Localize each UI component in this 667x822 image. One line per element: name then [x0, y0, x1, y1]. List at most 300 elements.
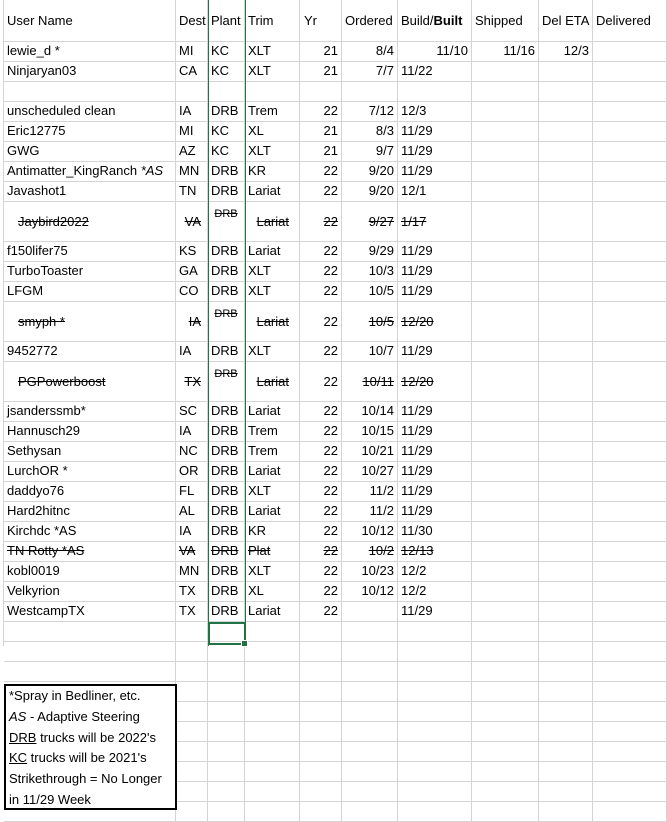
cell-plant[interactable]	[208, 102, 245, 122]
cell-delivered[interactable]	[593, 122, 667, 142]
empty-cell[interactable]	[300, 802, 342, 822]
cell-eta[interactable]	[539, 462, 593, 482]
active-cell-selection[interactable]	[208, 622, 246, 645]
cell-trim[interactable]	[245, 202, 300, 242]
cell-shipped[interactable]	[472, 142, 539, 162]
cell-delivered[interactable]	[593, 462, 667, 482]
cell-dest[interactable]	[176, 242, 208, 262]
cell-dest[interactable]	[176, 422, 208, 442]
cell-shipped[interactable]	[472, 82, 539, 102]
cell-yr[interactable]	[300, 582, 342, 602]
empty-cell[interactable]	[245, 722, 300, 742]
cell-yr[interactable]	[300, 242, 342, 262]
cell-eta[interactable]	[539, 142, 593, 162]
cell-plant[interactable]	[208, 262, 245, 282]
cell-user[interactable]	[4, 42, 176, 62]
empty-cell[interactable]	[300, 702, 342, 722]
empty-cell[interactable]	[342, 682, 398, 702]
cell-ordered[interactable]	[342, 522, 398, 542]
empty-cell[interactable]	[300, 662, 342, 682]
cell-eta[interactable]	[539, 102, 593, 122]
empty-cell[interactable]	[245, 762, 300, 782]
cell-built[interactable]	[398, 422, 472, 442]
cell-yr[interactable]	[300, 542, 342, 562]
empty-cell[interactable]	[539, 642, 593, 662]
empty-cell[interactable]	[300, 622, 342, 642]
cell-trim[interactable]	[245, 242, 300, 262]
cell-ordered[interactable]	[342, 282, 398, 302]
cell-ordered[interactable]	[342, 62, 398, 82]
empty-cell[interactable]	[245, 702, 300, 722]
cell-shipped[interactable]	[472, 202, 539, 242]
cell-delivered[interactable]	[593, 282, 667, 302]
cell-delivered[interactable]	[593, 82, 667, 102]
cell-built[interactable]	[398, 42, 472, 62]
cell-eta[interactable]	[539, 562, 593, 582]
cell-user[interactable]	[4, 282, 176, 302]
cell-plant[interactable]	[208, 62, 245, 82]
empty-cell[interactable]	[176, 662, 208, 682]
empty-cell[interactable]	[342, 802, 398, 822]
cell-dest[interactable]	[176, 462, 208, 482]
empty-cell[interactable]	[472, 682, 539, 702]
cell-delivered[interactable]	[593, 502, 667, 522]
empty-cell[interactable]	[539, 722, 593, 742]
cell-user[interactable]	[4, 422, 176, 442]
cell-user[interactable]	[4, 162, 176, 182]
empty-cell[interactable]	[472, 702, 539, 722]
cell-eta[interactable]	[539, 402, 593, 422]
empty-cell[interactable]	[208, 682, 245, 702]
empty-cell[interactable]	[342, 782, 398, 802]
cell-user[interactable]	[4, 342, 176, 362]
cell-dest[interactable]	[176, 542, 208, 562]
empty-cell[interactable]	[539, 762, 593, 782]
empty-cell[interactable]	[593, 662, 667, 682]
cell-yr[interactable]	[300, 442, 342, 462]
cell-trim[interactable]	[245, 482, 300, 502]
empty-cell[interactable]	[472, 802, 539, 822]
cell-trim[interactable]	[245, 302, 300, 342]
cell-plant[interactable]	[208, 542, 245, 562]
empty-cell[interactable]	[398, 722, 472, 742]
cell-delivered[interactable]	[593, 162, 667, 182]
cell-shipped[interactable]	[472, 462, 539, 482]
cell-dest[interactable]	[176, 62, 208, 82]
cell-built[interactable]	[398, 242, 472, 262]
empty-cell[interactable]	[176, 742, 208, 762]
empty-cell[interactable]	[472, 742, 539, 762]
cell-trim[interactable]	[245, 122, 300, 142]
cell-plant[interactable]	[208, 442, 245, 462]
cell-delivered[interactable]	[593, 542, 667, 562]
cell-shipped[interactable]	[472, 402, 539, 422]
empty-cell[interactable]	[245, 622, 300, 642]
cell-delivered[interactable]	[593, 262, 667, 282]
cell-ordered[interactable]	[342, 362, 398, 402]
cell-ordered[interactable]	[342, 342, 398, 362]
cell-trim[interactable]	[245, 142, 300, 162]
cell-yr[interactable]	[300, 562, 342, 582]
cell-plant[interactable]	[208, 202, 245, 242]
cell-built[interactable]	[398, 462, 472, 482]
cell-plant[interactable]	[208, 302, 245, 342]
empty-cell[interactable]	[342, 722, 398, 742]
cell-trim[interactable]	[245, 182, 300, 202]
cell-eta[interactable]	[539, 282, 593, 302]
cell-built[interactable]	[398, 482, 472, 502]
cell-yr[interactable]	[300, 42, 342, 62]
cell-delivered[interactable]	[593, 202, 667, 242]
cell-plant[interactable]	[208, 142, 245, 162]
cell-trim[interactable]	[245, 282, 300, 302]
cell-dest[interactable]	[176, 362, 208, 402]
empty-cell[interactable]	[398, 782, 472, 802]
cell-user[interactable]	[4, 542, 176, 562]
cell-delivered[interactable]	[593, 142, 667, 162]
cell-eta[interactable]	[539, 422, 593, 442]
empty-cell[interactable]	[398, 742, 472, 762]
cell-delivered[interactable]	[593, 182, 667, 202]
cell-user[interactable]	[4, 582, 176, 602]
cell-dest[interactable]	[176, 522, 208, 542]
cell-shipped[interactable]	[472, 522, 539, 542]
cell-trim[interactable]	[245, 542, 300, 562]
cell-yr[interactable]	[300, 162, 342, 182]
cell-ordered[interactable]	[342, 502, 398, 522]
cell-trim[interactable]	[245, 342, 300, 362]
cell-delivered[interactable]	[593, 342, 667, 362]
empty-cell[interactable]	[176, 622, 208, 642]
empty-cell[interactable]	[539, 622, 593, 642]
empty-cell[interactable]	[472, 622, 539, 642]
cell-shipped[interactable]	[472, 562, 539, 582]
cell-dest[interactable]	[176, 582, 208, 602]
empty-cell[interactable]	[208, 762, 245, 782]
cell-ordered[interactable]	[342, 402, 398, 422]
cell-dest[interactable]	[176, 282, 208, 302]
cell-plant[interactable]	[208, 422, 245, 442]
cell-user[interactable]	[4, 482, 176, 502]
cell-built[interactable]	[398, 262, 472, 282]
cell-plant[interactable]	[208, 402, 245, 422]
cell-built[interactable]	[398, 582, 472, 602]
cell-eta[interactable]	[539, 122, 593, 142]
cell-trim[interactable]	[245, 502, 300, 522]
empty-cell[interactable]	[342, 762, 398, 782]
cell-ordered[interactable]	[342, 82, 398, 102]
cell-plant[interactable]	[208, 122, 245, 142]
cell-yr[interactable]	[300, 62, 342, 82]
cell-eta[interactable]	[539, 442, 593, 462]
cell-trim[interactable]	[245, 102, 300, 122]
cell-ordered[interactable]	[342, 162, 398, 182]
cell-yr[interactable]	[300, 142, 342, 162]
cell-ordered[interactable]	[342, 122, 398, 142]
cell-yr[interactable]	[300, 102, 342, 122]
cell-built[interactable]	[398, 542, 472, 562]
header-ordered[interactable]	[342, 0, 398, 42]
cell-trim[interactable]	[245, 522, 300, 542]
empty-cell[interactable]	[398, 682, 472, 702]
empty-cell[interactable]	[398, 642, 472, 662]
cell-built[interactable]	[398, 82, 472, 102]
cell-plant[interactable]	[208, 582, 245, 602]
cell-eta[interactable]	[539, 302, 593, 342]
cell-plant[interactable]	[208, 362, 245, 402]
cell-plant[interactable]	[208, 522, 245, 542]
empty-cell[interactable]	[342, 622, 398, 642]
cell-shipped[interactable]	[472, 542, 539, 562]
cell-dest[interactable]	[176, 202, 208, 242]
cell-eta[interactable]	[539, 62, 593, 82]
cell-trim[interactable]	[245, 602, 300, 622]
cell-plant[interactable]	[208, 282, 245, 302]
cell-yr[interactable]	[300, 182, 342, 202]
cell-user[interactable]	[4, 362, 176, 402]
cell-trim[interactable]	[245, 442, 300, 462]
cell-built[interactable]	[398, 442, 472, 462]
cell-built[interactable]	[398, 202, 472, 242]
cell-user[interactable]	[4, 442, 176, 462]
cell-built[interactable]	[398, 402, 472, 422]
header-delivered[interactable]	[593, 0, 667, 42]
cell-ordered[interactable]	[342, 422, 398, 442]
empty-cell[interactable]	[593, 762, 667, 782]
empty-cell[interactable]	[398, 702, 472, 722]
cell-trim[interactable]	[245, 362, 300, 402]
cell-ordered[interactable]	[342, 442, 398, 462]
empty-cell[interactable]	[593, 742, 667, 762]
cell-ordered[interactable]	[342, 242, 398, 262]
cell-yr[interactable]	[300, 422, 342, 442]
cell-eta[interactable]	[539, 522, 593, 542]
cell-yr[interactable]	[300, 462, 342, 482]
empty-cell[interactable]	[342, 742, 398, 762]
empty-cell[interactable]	[472, 762, 539, 782]
cell-shipped[interactable]	[472, 182, 539, 202]
cell-built[interactable]	[398, 182, 472, 202]
header-yr[interactable]	[300, 0, 342, 42]
empty-cell[interactable]	[593, 642, 667, 662]
cell-built[interactable]	[398, 62, 472, 82]
cell-built[interactable]	[398, 522, 472, 542]
cell-eta[interactable]	[539, 242, 593, 262]
cell-yr[interactable]	[300, 302, 342, 342]
cell-dest[interactable]	[176, 162, 208, 182]
empty-cell[interactable]	[342, 642, 398, 662]
cell-user[interactable]	[4, 102, 176, 122]
empty-cell[interactable]	[593, 782, 667, 802]
cell-user[interactable]	[4, 562, 176, 582]
empty-cell[interactable]	[208, 662, 245, 682]
cell-trim[interactable]	[245, 562, 300, 582]
empty-cell[interactable]	[4, 642, 176, 662]
empty-cell[interactable]	[208, 782, 245, 802]
cell-dest[interactable]	[176, 402, 208, 422]
cell-yr[interactable]	[300, 122, 342, 142]
empty-cell[interactable]	[245, 742, 300, 762]
cell-user[interactable]	[4, 202, 176, 242]
cell-dest[interactable]	[176, 302, 208, 342]
cell-user[interactable]	[4, 142, 176, 162]
cell-user[interactable]	[4, 402, 176, 422]
cell-yr[interactable]	[300, 282, 342, 302]
cell-built[interactable]	[398, 362, 472, 402]
cell-trim[interactable]	[245, 162, 300, 182]
cell-shipped[interactable]	[472, 342, 539, 362]
cell-user[interactable]	[4, 502, 176, 522]
empty-cell[interactable]	[208, 642, 245, 662]
cell-shipped[interactable]	[472, 42, 539, 62]
empty-cell[interactable]	[176, 702, 208, 722]
cell-yr[interactable]	[300, 82, 342, 102]
cell-delivered[interactable]	[593, 302, 667, 342]
empty-cell[interactable]	[208, 702, 245, 722]
cell-eta[interactable]	[539, 42, 593, 62]
cell-built[interactable]	[398, 562, 472, 582]
cell-dest[interactable]	[176, 562, 208, 582]
empty-cell[interactable]	[245, 682, 300, 702]
empty-cell[interactable]	[4, 622, 176, 642]
cell-delivered[interactable]	[593, 402, 667, 422]
cell-user[interactable]	[4, 242, 176, 262]
cell-ordered[interactable]	[342, 582, 398, 602]
cell-eta[interactable]	[539, 362, 593, 402]
cell-plant[interactable]	[208, 342, 245, 362]
cell-eta[interactable]	[539, 482, 593, 502]
cell-dest[interactable]	[176, 442, 208, 462]
cell-shipped[interactable]	[472, 442, 539, 462]
cell-shipped[interactable]	[472, 122, 539, 142]
empty-cell[interactable]	[539, 662, 593, 682]
cell-ordered[interactable]	[342, 562, 398, 582]
cell-eta[interactable]	[539, 162, 593, 182]
cell-shipped[interactable]	[472, 62, 539, 82]
cell-plant[interactable]	[208, 242, 245, 262]
cell-ordered[interactable]	[342, 262, 398, 282]
empty-cell[interactable]	[245, 802, 300, 822]
cell-built[interactable]	[398, 162, 472, 182]
cell-shipped[interactable]	[472, 162, 539, 182]
cell-ordered[interactable]	[342, 182, 398, 202]
cell-yr[interactable]	[300, 342, 342, 362]
empty-cell[interactable]	[176, 762, 208, 782]
cell-delivered[interactable]	[593, 582, 667, 602]
cell-eta[interactable]	[539, 262, 593, 282]
cell-delivered[interactable]	[593, 242, 667, 262]
cell-eta[interactable]	[539, 602, 593, 622]
empty-cell[interactable]	[593, 622, 667, 642]
empty-cell[interactable]	[300, 682, 342, 702]
cell-trim[interactable]	[245, 402, 300, 422]
cell-built[interactable]	[398, 282, 472, 302]
cell-ordered[interactable]	[342, 42, 398, 62]
cell-shipped[interactable]	[472, 602, 539, 622]
cell-plant[interactable]	[208, 502, 245, 522]
cell-eta[interactable]	[539, 342, 593, 362]
empty-cell[interactable]	[593, 722, 667, 742]
empty-cell[interactable]	[472, 722, 539, 742]
cell-trim[interactable]	[245, 422, 300, 442]
cell-shipped[interactable]	[472, 422, 539, 442]
cell-ordered[interactable]	[342, 202, 398, 242]
cell-plant[interactable]	[208, 42, 245, 62]
cell-shipped[interactable]	[472, 502, 539, 522]
cell-yr[interactable]	[300, 202, 342, 242]
empty-cell[interactable]	[342, 702, 398, 722]
header-built[interactable]	[398, 0, 472, 42]
cell-built[interactable]	[398, 342, 472, 362]
cell-shipped[interactable]	[472, 482, 539, 502]
cell-dest[interactable]	[176, 482, 208, 502]
cell-user[interactable]	[4, 122, 176, 142]
cell-delivered[interactable]	[593, 362, 667, 402]
cell-yr[interactable]	[300, 602, 342, 622]
cell-trim[interactable]	[245, 82, 300, 102]
cell-dest[interactable]	[176, 142, 208, 162]
cell-delivered[interactable]	[593, 442, 667, 462]
cell-ordered[interactable]	[342, 302, 398, 342]
cell-shipped[interactable]	[472, 362, 539, 402]
cell-eta[interactable]	[539, 182, 593, 202]
cell-user[interactable]	[4, 462, 176, 482]
cell-trim[interactable]	[245, 42, 300, 62]
cell-user[interactable]	[4, 302, 176, 342]
cell-dest[interactable]	[176, 182, 208, 202]
header-trim[interactable]	[245, 0, 300, 42]
cell-ordered[interactable]	[342, 542, 398, 562]
cell-ordered[interactable]	[342, 142, 398, 162]
cell-shipped[interactable]	[472, 262, 539, 282]
empty-cell[interactable]	[539, 682, 593, 702]
header-user[interactable]	[4, 0, 176, 42]
header-eta[interactable]	[539, 0, 593, 42]
cell-plant[interactable]	[208, 82, 245, 102]
empty-cell[interactable]	[472, 642, 539, 662]
cell-trim[interactable]	[245, 262, 300, 282]
cell-shipped[interactable]	[472, 282, 539, 302]
cell-dest[interactable]	[176, 502, 208, 522]
cell-dest[interactable]	[176, 102, 208, 122]
empty-cell[interactable]	[245, 642, 300, 662]
empty-cell[interactable]	[300, 762, 342, 782]
empty-cell[interactable]	[176, 722, 208, 742]
cell-dest[interactable]	[176, 42, 208, 62]
cell-built[interactable]	[398, 602, 472, 622]
cell-plant[interactable]	[208, 602, 245, 622]
cell-shipped[interactable]	[472, 102, 539, 122]
cell-dest[interactable]	[176, 262, 208, 282]
empty-cell[interactable]	[539, 802, 593, 822]
empty-cell[interactable]	[176, 802, 208, 822]
cell-trim[interactable]	[245, 462, 300, 482]
cell-delivered[interactable]	[593, 422, 667, 442]
empty-cell[interactable]	[539, 742, 593, 762]
empty-cell[interactable]	[593, 802, 667, 822]
empty-cell[interactable]	[539, 782, 593, 802]
empty-cell[interactable]	[300, 642, 342, 662]
empty-cell[interactable]	[593, 682, 667, 702]
cell-yr[interactable]	[300, 262, 342, 282]
cell-user[interactable]	[4, 62, 176, 82]
cell-user[interactable]	[4, 82, 176, 102]
empty-cell[interactable]	[472, 782, 539, 802]
cell-ordered[interactable]	[342, 462, 398, 482]
cell-built[interactable]	[398, 302, 472, 342]
cell-delivered[interactable]	[593, 482, 667, 502]
cell-user[interactable]	[4, 262, 176, 282]
